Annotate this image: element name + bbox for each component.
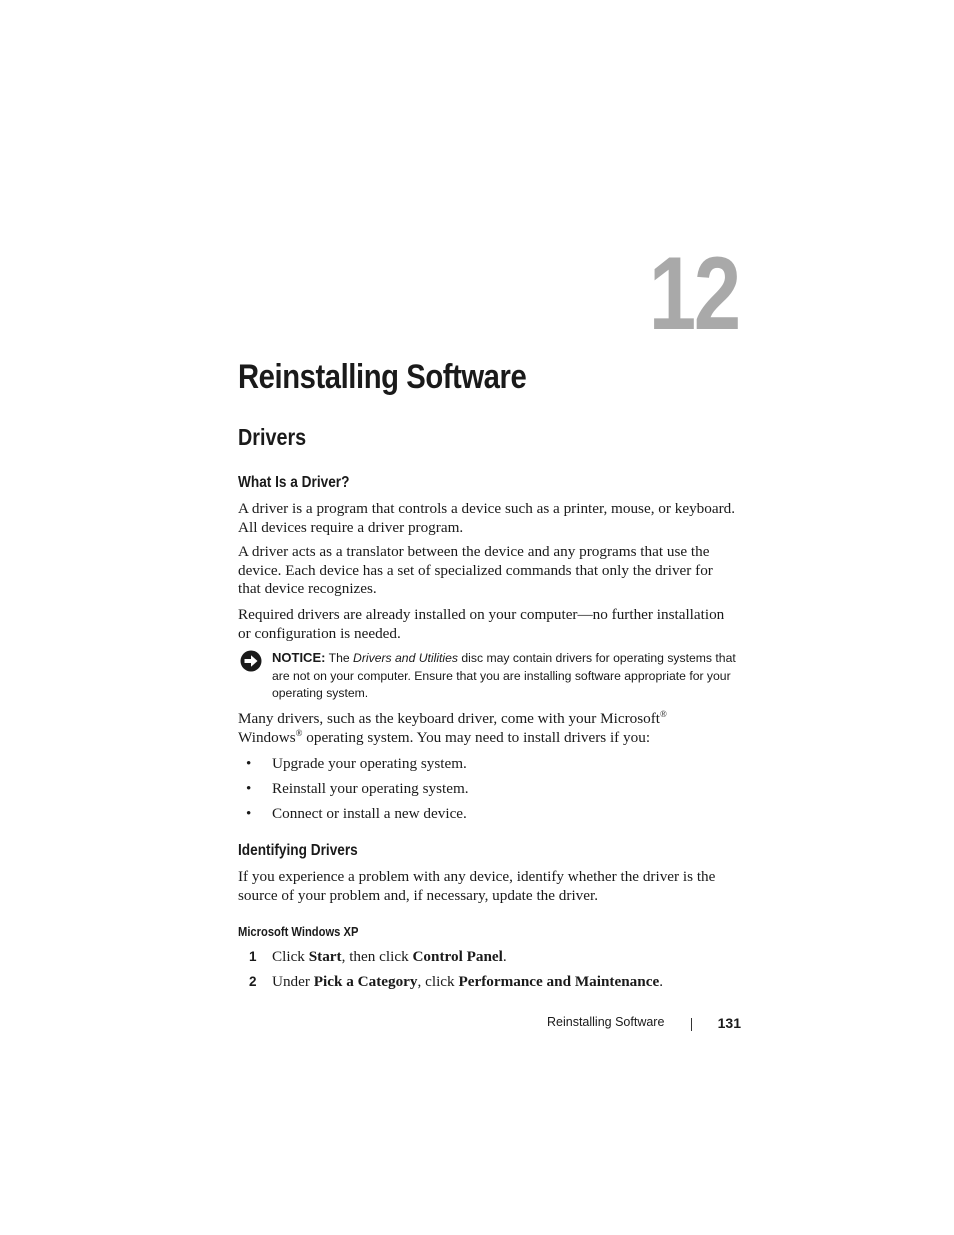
registered-mark: ®: [295, 727, 303, 738]
paragraph-drivers-intro: [238, 710, 738, 747]
steps-list: [238, 948, 738, 998]
intro-part3: operating system. You may need to install drivers if you:: [306, 728, 651, 746]
notice-text-after: disc may contain drivers for operating systems that are not on your computer. Ensure that you are installing software appropriate for your operating system.: [272, 651, 736, 701]
chapter-title: Reinstalling Software: [238, 358, 527, 396]
intro-part1: Many drivers, such as the keyboard driver, come with your Microsoft: [238, 710, 661, 727]
list-item: • Upgrade your operating system.: [246, 755, 467, 772]
heading-what-is-driver: What Is a Driver?: [238, 474, 350, 491]
notice-text: [272, 649, 742, 703]
paragraph-drivers-installed: Required drivers are already installed on your computer—no further installation or configuration is needed.: [238, 606, 725, 642]
notice-text-before: The: [328, 651, 350, 665]
list-item: • Connect or install a new device.: [246, 805, 467, 822]
page-number: 131: [717, 1015, 741, 1031]
notice-label: NOTICE:: [272, 650, 326, 665]
section-title: Drivers: [238, 424, 307, 450]
footer-divider: [691, 1018, 692, 1031]
step-item: 2 Under Pick a Category, click Performance and Maintenance.: [249, 973, 664, 990]
ui-term-start: Start: [308, 948, 342, 965]
paragraph-driver-translator: A driver acts as a translator between the device and any programs that use the device. Each device has a set of specialized commands that only the driver for that device recognizes.: [238, 543, 713, 597]
intro-part2: Windows: [238, 728, 296, 746]
paragraph-identifying-drivers: If you experience a problem with any device, identify whether the driver is the source of your problem and, if necessary, update the driver.: [238, 868, 716, 904]
ui-term-performance-maintenance: Performance and Maintenance: [458, 973, 660, 990]
ui-term-pick-category: Pick a Category: [313, 973, 418, 990]
registered-mark: ®: [660, 709, 667, 719]
heading-windows-xp: Microsoft Windows XP: [238, 924, 359, 939]
heading-identifying-drivers: Identifying Drivers: [238, 842, 358, 859]
notice-disc-title: Drivers and Utilities: [353, 651, 459, 665]
page-footer: [547, 1015, 741, 1035]
step-item: 1 Click Start, then click Control Panel.: [249, 948, 507, 965]
paragraph-driver-definition: A driver is a program that controls a device such as a printer, mouse, or keyboard. All devices require a driver program.: [238, 500, 736, 536]
ui-term-control-panel: Control Panel: [412, 948, 503, 965]
chapter-number: 12: [649, 236, 739, 352]
footer-title: Reinstalling Software: [547, 1015, 665, 1029]
list-item: • Reinstall your operating system.: [246, 780, 469, 797]
bullet-list: [238, 755, 738, 830]
notice-arrow-icon: [240, 650, 262, 672]
